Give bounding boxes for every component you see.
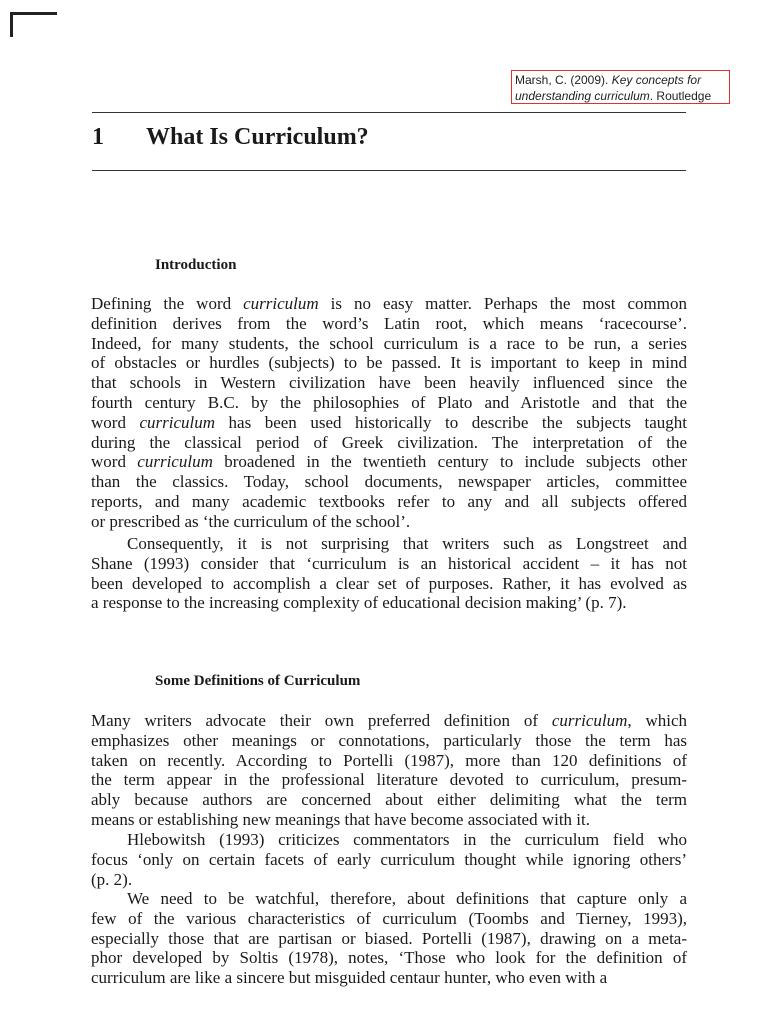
chapter-title-text: What Is Curriculum?	[146, 124, 369, 150]
paragraph	[91, 711, 687, 830]
text-line: emphasizes other meanings or connotations, particularly those the term has	[91, 730, 687, 750]
text-line: than the classics. Today, school documents, newspaper articles, committee	[91, 472, 687, 492]
citation-title: Key concepts for understanding curriculum	[515, 73, 702, 103]
text-line: a response to the increasing complexity of educational decision making’ (p. 7).	[91, 593, 627, 613]
text-line: Consequently, it is not surprising that writers such as Longstreet and	[127, 534, 687, 553]
paragraph	[91, 534, 687, 613]
citation-authors: Marsh, C. (2009).	[515, 73, 612, 87]
text-line: Indeed, for many students, the school curriculum is a race to be run, a series	[91, 333, 687, 353]
text-line: taken on recently. According to Portelli (1987), more than 120 definitions of	[91, 750, 687, 770]
italic-term: curriculum	[137, 452, 213, 472]
text-line: ably because authors are concerned about either delimiting what the term	[91, 790, 687, 810]
paragraph	[91, 294, 687, 532]
section-heading-some-definitions: Some Definitions of Curriculum	[155, 673, 361, 689]
text-line: Defining the word curriculum is no easy matter. Perhaps the most common	[91, 294, 687, 313]
text-line: word curriculum broadened in the twentieth century to include subjects other	[91, 452, 687, 472]
italic-term: curriculum	[243, 294, 319, 313]
text-line: few of the various characteristics of curriculum (Toombs and Tierney, 1993),	[91, 908, 687, 928]
text-line: Shane (1993) consider that ‘curriculum is an historical accident – it has not	[91, 553, 687, 573]
text-line: (p. 2).	[91, 869, 133, 889]
text-line: phor developed by Soltis (1978), notes, ‘Those who look for the definition of	[91, 948, 687, 968]
text-line: Many writers advocate their own preferred definition of curriculum, which	[91, 711, 687, 730]
text-line: curriculum are like a sincere but misguided centaur hunter, who even with a	[91, 968, 608, 988]
citation-publisher: . Routledge	[649, 89, 712, 103]
paragraph	[91, 889, 687, 988]
text-line: focus ‘only on certain facets of early curriculum thought while ignoring others’	[91, 849, 687, 869]
text-line: definition derives from the word’s Latin root, which means ‘racecourse’.	[91, 313, 687, 333]
text-line: or prescribed as ‘the curriculum of the school’.	[91, 511, 411, 531]
text-line: of obstacles or hurdles (subjects) to be passed. It is important to keep in mind	[91, 353, 687, 373]
chapter-rule-bottom	[92, 170, 686, 171]
text-line: means or establishing new meanings that have become associated with it.	[91, 809, 591, 829]
text-line: We need to be watchful, therefore, about definitions that capture only a	[127, 889, 687, 908]
text-line: reports, and many academic textbooks refer to any and all subjects offered	[91, 491, 687, 511]
chapter-rule-top	[92, 112, 686, 113]
italic-term: curriculum	[139, 412, 216, 432]
page-corner-mark	[10, 12, 57, 37]
text-line: word curriculum has been used historically to describe the subjects taught	[91, 412, 687, 432]
text-line: that schools in Western civilization have been heavily influenced since the	[91, 373, 687, 393]
text-line: Hlebowitsh (1993) criticizes commentators in the curriculum field who	[127, 830, 687, 849]
text-line: especially those that are partisan or biased. Portelli (1987), drawing on a meta-	[91, 928, 687, 948]
italic-term: curriculum	[551, 711, 628, 730]
chapter-number: 1	[92, 124, 104, 150]
text-line: the term appear in the professional literature devoted to curriculum, presum-	[91, 770, 687, 790]
citation-box	[511, 70, 730, 104]
text-line: during the classical period of Greek civilization. The interpretation of the	[91, 432, 687, 452]
paragraph	[91, 830, 687, 889]
text-line: fourth century B.C. by the philosophies of Plato and Aristotle and that the	[91, 392, 687, 412]
chapter-title	[92, 124, 369, 151]
text-line: been developed to accomplish a clear set of purposes. Rather, it has evolved as	[91, 573, 687, 593]
section-heading-introduction: Introduction	[155, 257, 237, 273]
